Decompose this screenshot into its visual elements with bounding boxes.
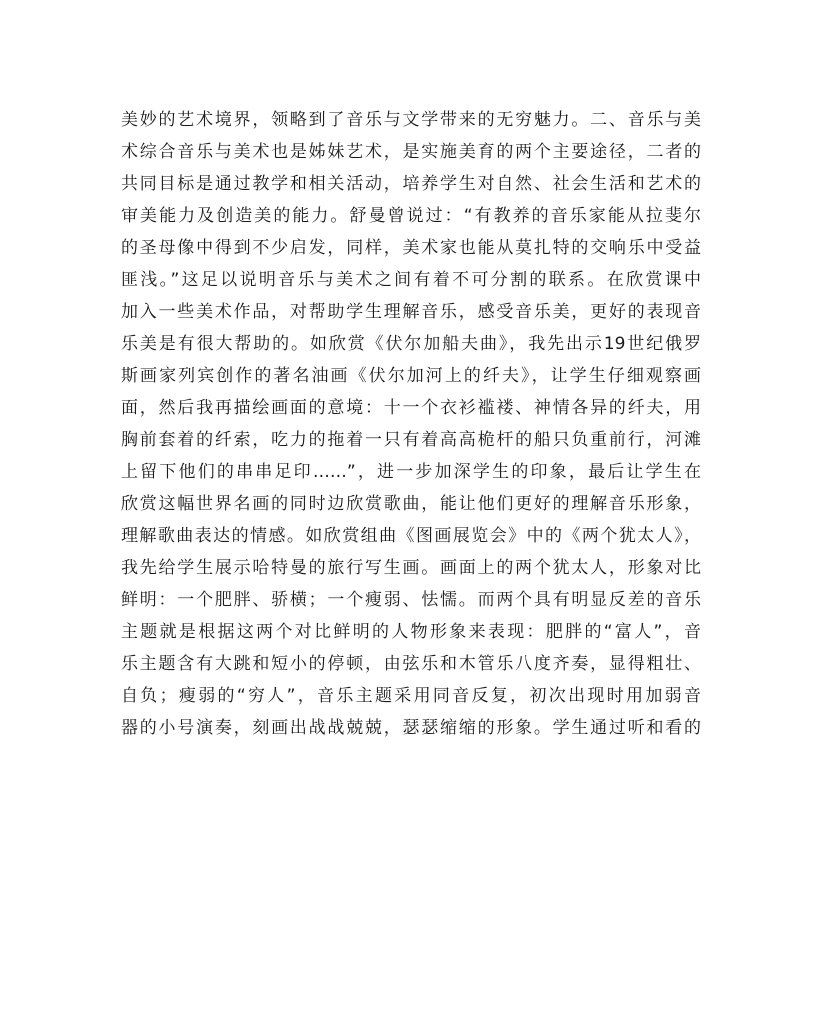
- text-line: 主题就是根据这两个对比鲜明的人物形象来表现：肥胖的“富人”，音: [121, 622, 701, 642]
- text-line: 我先给学生展示哈特曼的旅行写生画。画面上的两个犹太人，形象对比: [121, 558, 701, 578]
- text-line: 胸前套着的纤索，吃力的拖着一只有着高高桅杆的船只负重前行，河滩: [121, 430, 701, 450]
- text-line: 面，然后我再描绘画面的意境：十一个衣衫褴褛、神情各异的纤夫，用: [121, 398, 701, 418]
- text-line: 美妙的艺术境界，领略到了音乐与文学带来的无穷魅力。二、音乐与美: [121, 110, 701, 130]
- text-line: 自负；瘦弱的“穷人”，音乐主题采用同音反复，初次出现时用加弱音: [121, 686, 701, 706]
- text-line: 器的小号演奏，刻画出战战兢兢，瑟瑟缩缩的形象。学生通过听和看的: [121, 718, 701, 738]
- text-line: 术综合音乐与美术也是姊妹艺术，是实施美育的两个主要途径，二者的: [121, 142, 701, 162]
- text-line: 审美能力及创造美的能力。舒曼曾说过：“有教养的音乐家能从拉斐尔: [121, 206, 701, 226]
- text-line: 欣赏这幅世界名画的同时边欣赏歌曲，能让他们更好的理解音乐形象，: [121, 494, 701, 514]
- body-text: [121, 104, 701, 744]
- text-line: 乐美是有很大帮助的。如欣赏《伏尔加船夫曲》，我先出示19世纪俄罗: [121, 334, 701, 354]
- text-line: 匪浅。”这足以说明音乐与美术之间有着不可分割的联系。在欣赏课中: [121, 270, 701, 290]
- text-line: 上留下他们的串串足印……”，进一步加深学生的印象，最后让学生在: [121, 462, 701, 482]
- text-line: 的圣母像中得到不少启发，同样，美术家也能从莫扎特的交响乐中受益: [121, 238, 701, 258]
- text-line: 理解歌曲表达的情感。如欣赏组曲《图画展览会》中的《两个犹太人》，: [121, 526, 701, 546]
- text-line: 共同目标是通过教学和相关活动，培养学生对自然、社会生活和艺术的: [121, 174, 701, 194]
- text-line: 乐主题含有大跳和短小的停顿，由弦乐和木管乐八度齐奏，显得粗壮、: [121, 654, 701, 674]
- text-line: 鲜明：一个肥胖、骄横；一个瘦弱、怯懦。而两个具有明显反差的音乐: [121, 590, 701, 610]
- text-line: 加入一些美术作品，对帮助学生理解音乐，感受音乐美，更好的表现音: [121, 302, 701, 322]
- text-line: 斯画家列宾创作的著名油画《伏尔加河上的纤夫》，让学生仔细观察画: [121, 366, 701, 386]
